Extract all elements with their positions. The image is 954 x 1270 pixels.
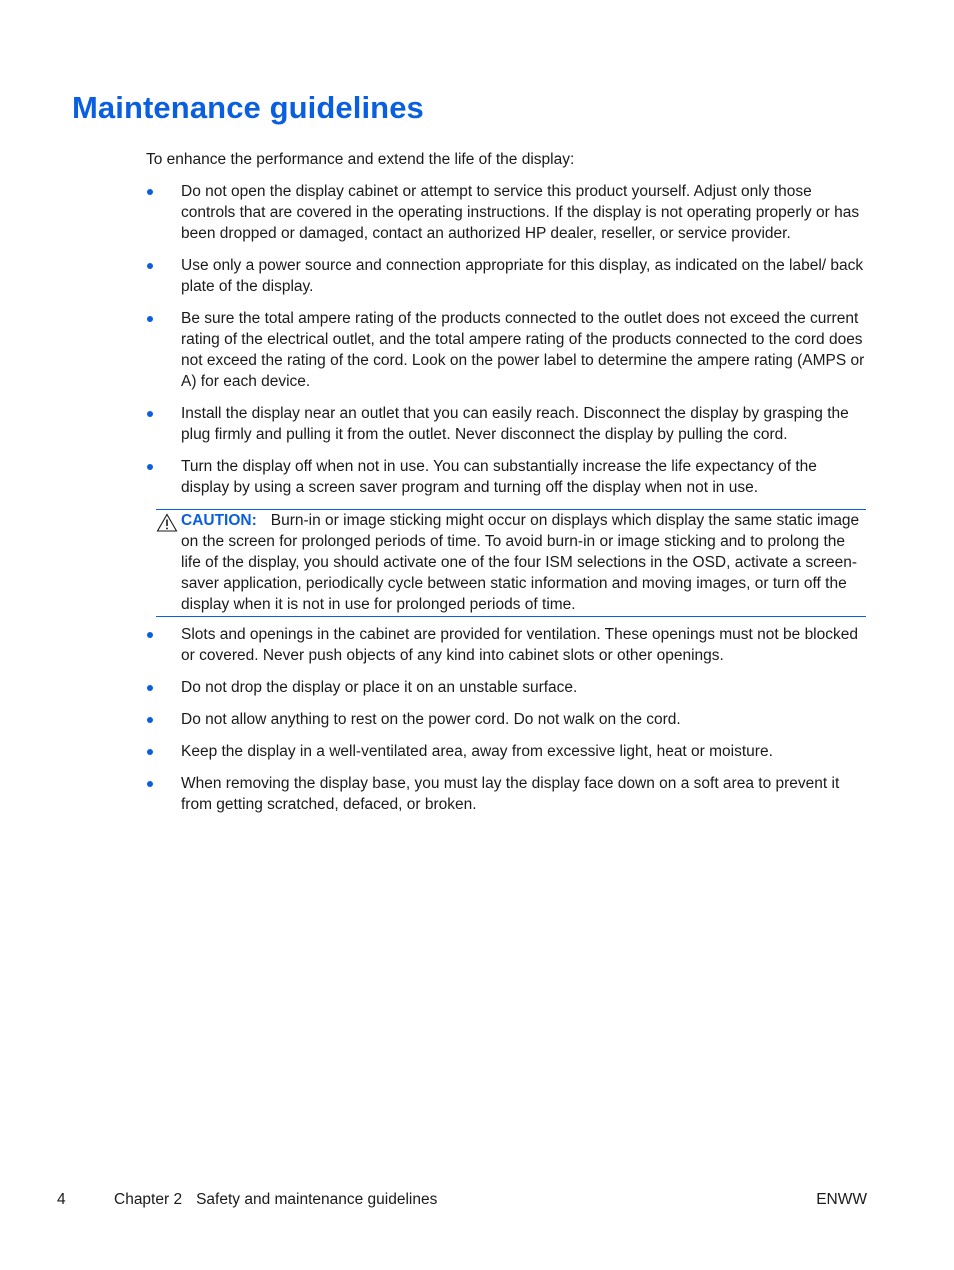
guidelines-list-before-caution xyxy=(146,181,866,509)
bullet-icon xyxy=(147,189,153,195)
caution-box xyxy=(156,509,866,617)
list-item-text: When removing the display base, you must lay the display face down on a soft area to prevent it from getting scratched, defaced, or broken. xyxy=(181,775,840,813)
list-item xyxy=(146,308,866,392)
caution-label: CAUTION: xyxy=(181,512,257,529)
caution-message: Burn-in or image sticking might occur on displays which display the same static image on the screen for prolonged periods of time. To avoid burn-in or image sticking and to prolong the life of the display, you should activate one of the four ISM selections in the OSD, activate a screen-saver application, periodically cycle between static information and moving images, or turn off the display when it is not in use for prolonged periods of time. xyxy=(181,512,860,613)
page-title: Maintenance guidelines xyxy=(72,90,424,125)
bullet-icon xyxy=(147,411,153,417)
list-item xyxy=(146,624,866,666)
bullet-icon xyxy=(147,316,153,322)
bullet-icon xyxy=(147,632,153,638)
bullet-icon xyxy=(147,781,153,787)
list-item-text: Install the display near an outlet that you can easily reach. Disconnect the display by grasping the plug firmly and pulling it from the outlet. Never disconnect the display by pulling the cord. xyxy=(181,405,849,443)
footer-chapter-number: Chapter 2 xyxy=(114,1191,183,1208)
footer-page-number: 4 xyxy=(57,1191,66,1208)
caution-text-block xyxy=(181,510,866,615)
footer-chapter-title: Safety and maintenance guidelines xyxy=(196,1191,438,1208)
list-item xyxy=(146,181,866,244)
list-item-text: Turn the display off when not in use. You can substantially increase the life expectancy of the display by using a screen saver program and turning off the display when not in use. xyxy=(181,458,817,496)
warning-triangle-icon xyxy=(156,513,178,532)
list-item xyxy=(146,403,866,445)
list-item-text: Do not drop the display or place it on an unstable surface. xyxy=(181,679,578,696)
list-item-text: Slots and openings in the cabinet are provided for ventilation. These openings must not be blocked or covered. Never push objects of any kind into cabinet slots or other openings. xyxy=(181,626,858,664)
list-item-text: Do not allow anything to rest on the power cord. Do not walk on the cord. xyxy=(181,711,681,728)
bullet-icon xyxy=(147,464,153,470)
list-item xyxy=(146,773,866,815)
list-item-text: Keep the display in a well-ventilated area, away from excessive light, heat or moisture. xyxy=(181,743,773,760)
intro-paragraph: To enhance the performance and extend the life of the display: xyxy=(146,151,575,168)
bullet-icon xyxy=(147,685,153,691)
list-item xyxy=(146,255,866,297)
footer-chapter xyxy=(114,1189,437,1210)
bullet-icon xyxy=(147,749,153,755)
list-item xyxy=(146,456,866,498)
list-item xyxy=(146,677,866,698)
bullet-icon xyxy=(147,717,153,723)
bullet-icon xyxy=(147,263,153,269)
list-item-text: Do not open the display cabinet or attempt to service this product yourself. Adjust only those controls that are covered in the operating instructions. If the display is not operating properly or has been dropped or damaged, contact an authorized HP dealer, reseller, or service provider. xyxy=(181,183,860,242)
list-item xyxy=(146,741,866,762)
list-item-text: Use only a power source and connection appropriate for this display, as indicated on the label/ back plate of the display. xyxy=(181,257,864,295)
list-item xyxy=(146,709,866,730)
guidelines-list-after-caution xyxy=(146,624,866,826)
footer-locale-code: ENWW xyxy=(816,1191,867,1208)
list-item-text: Be sure the total ampere rating of the products connected to the outlet does not exceed the current rating of the electrical outlet, and the total ampere rating of the products connected to the cord does not exceed the rating of the cord. Look on the power label to determine the ampere rating (AMPS or A) for each device. xyxy=(181,310,865,390)
